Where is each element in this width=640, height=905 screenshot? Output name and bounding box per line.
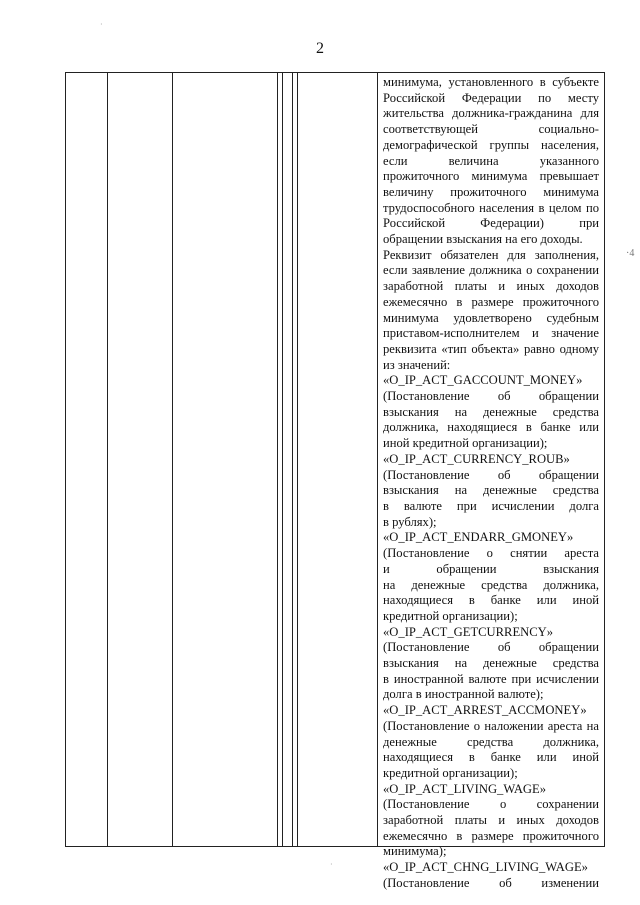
text-line: и обращении взыскания (383, 561, 599, 576)
column-divider (292, 73, 293, 846)
text-line: должника, находящиеся в банке или (383, 420, 599, 435)
text-line: денежные средства должника, (383, 734, 599, 749)
text-line: Российской Федерации по месту (383, 90, 599, 105)
text-line: в валюте при исчислении долга (383, 498, 599, 513)
text-line: (Постановление об обращении (383, 640, 599, 655)
scan-speck: · (100, 20, 103, 29)
text-line: «O_IP_ACT_LIVING_WAGE» (383, 781, 546, 796)
scan-speck: · (330, 860, 333, 869)
column-divider (277, 73, 278, 846)
text-line: если заявление должника о сохранении (383, 263, 599, 278)
text-line: (Постановление о наложении ареста на (383, 718, 599, 733)
document-table (65, 72, 605, 890)
text-line: ежемесячно в размере прожиточного (383, 294, 599, 309)
text-line: жительства должника-гражданина для (383, 106, 599, 121)
text-line: взыскания на денежные средства (383, 483, 599, 498)
text-line: минимума удовлетворено судебным (383, 310, 599, 325)
text-line: «O_IP_ACT_CURRENCY_ROUB» (383, 451, 570, 466)
text-line: в иностранной валюте при исчислении (383, 671, 599, 686)
column-divider (282, 73, 283, 846)
column-divider (172, 73, 173, 846)
description-cell (383, 75, 599, 892)
text-line: взыскания на денежные средства (383, 656, 599, 671)
text-line: минимума); (383, 844, 447, 859)
text-line: долга в иностранной валюте); (383, 687, 544, 702)
text-line: «O_IP_ACT_CHNG_LIVING_WAGE» (383, 860, 588, 875)
text-line: заработной платы и иных доходов (383, 813, 599, 828)
text-line: «O_IP_ACT_GACCOUNT_MONEY» (383, 373, 583, 388)
text-line: (Постановление о сохранении (383, 797, 599, 812)
text-line: демографической группы населения, (383, 137, 599, 152)
text-line: находящиеся в банке или иной (383, 750, 599, 765)
text-line: величину прожиточного минимума (383, 184, 599, 199)
page-number: 2 (316, 40, 324, 57)
margin-mark: ·4 (626, 248, 635, 259)
text-line: взыскания на денежные средства (383, 404, 599, 419)
text-line: на денежные средства должника, (383, 577, 599, 592)
text-line: приставом-исполнителем и значение (383, 326, 599, 341)
column-divider (377, 73, 378, 846)
text-line: Реквизит обязателен для заполнения, (383, 247, 599, 262)
text-line: кредитной организации); (383, 608, 518, 623)
text-line: ежемесячно в размере прожиточного (383, 828, 599, 843)
text-line: находящиеся в банке или иной (383, 593, 599, 608)
column-divider (297, 73, 298, 846)
text-line: Российской Федерации) при (383, 216, 599, 231)
text-line: заработной платы и иных доходов (383, 279, 599, 294)
text-line: реквизита «тип объекта» равно одному (383, 341, 599, 356)
text-line: кредитной организации); (383, 765, 518, 780)
text-line: (Постановление об обращении (383, 467, 599, 482)
text-line: соответствующей социально- (383, 122, 599, 137)
text-line: трудоспособного населения в целом по (383, 200, 599, 215)
text-line: обращении взыскания на его доходы. (383, 232, 583, 247)
text-line: из значений: (383, 357, 451, 372)
text-line: если величина указанного (383, 153, 599, 168)
text-line: (Постановление о снятии ареста (383, 546, 599, 561)
text-line: иной кредитной организации); (383, 436, 548, 451)
text-line: минимума, установленного в субъекте (383, 75, 599, 89)
text-line: (Постановление об обращении (383, 389, 599, 404)
text-line: (Постановление об изменении (383, 875, 599, 890)
text-line: прожиточного минимума превышает (383, 169, 599, 184)
text-line: «O_IP_ACT_ENDARR_GMONEY» (383, 530, 574, 545)
text-line: в рублях); (383, 514, 437, 529)
column-divider (107, 73, 108, 846)
text-line: «O_IP_ACT_ARREST_ACCMONEY» (383, 703, 587, 718)
text-line: «O_IP_ACT_GETCURRENCY» (383, 624, 554, 639)
